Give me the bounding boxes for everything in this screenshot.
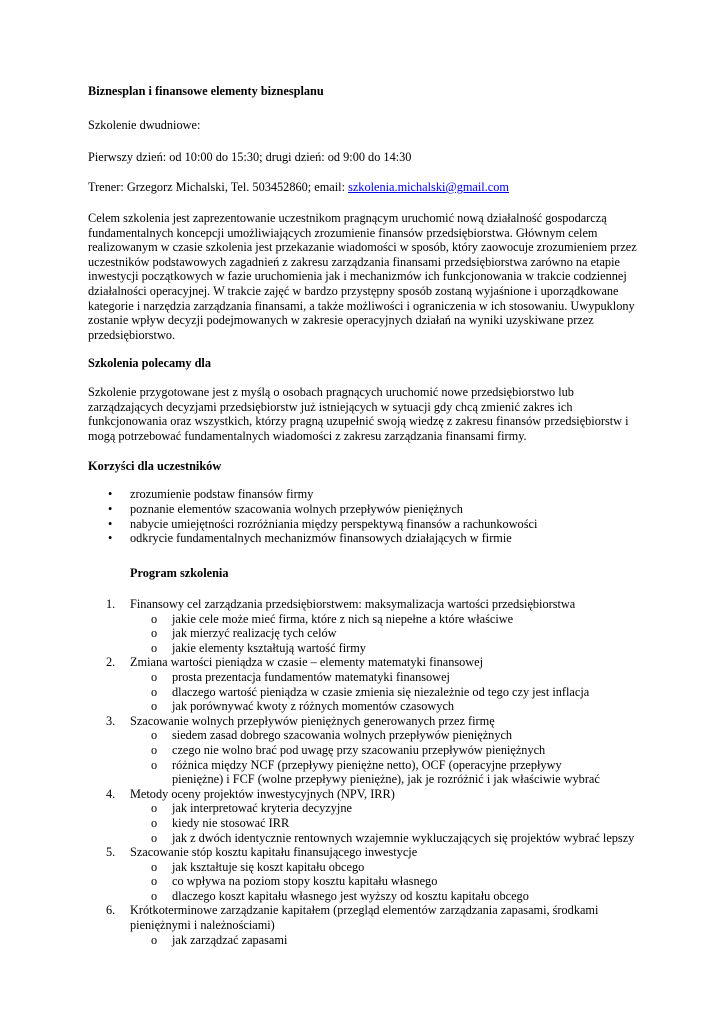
program-subitem: o kiedy nie stosować IRR <box>151 815 290 830</box>
bullet-icon: • <box>108 516 113 531</box>
program-item-title: Szacowanie stóp kosztu kapitału finansującego inwestycje <box>130 845 418 860</box>
document-title: Biznesplan i finansowe elementy biznesplanu <box>88 84 324 98</box>
intro-paragraph: Celem szkolenia jest zaprezentowanie uczestnikom pragnącym uruchomić nową działalność gospodarczą fundamentalnych koncepcji umożliwiających zrozumienie finansów przedsiębiorstwa. Głównym celem realizowanym w czasie szkolenia jest przekazanie wiadomości w sposób, który zaowocuje zrozumieniem przez uczestników podstawowych zagadnień z zakresu zarządzania finansami przedsiębiorstwa zarówno na etapie inwestycji początkowych w fazie uruchomienia jak i mechanizmów ich funkcjonowania w trakcie codziennej działalności operacyjnej. W trakcie zajęć w bardzo przystępny sposób zostaną wyjaśnione i uporządkowane kategorie i narzędzia zarządzania finansami, a także możliwości i ograniczenia w ich stosowaniu. Uwypuklony zostanie wpływ decyzji podejmowanych w zakresie operacyjnych działań na wyniki uzyskiwane przez przedsiębiorstwo. <box>88 211 637 342</box>
program-item-title: Krótkoterminowe zarządzanie kapitałem (przegląd elementów zarządzania zapasami, środkami pieniężnymi i należnościami) <box>130 903 599 933</box>
benefits-list <box>88 487 648 546</box>
program-subitem: o jak zarządzać zapasami <box>151 932 288 947</box>
benefits-heading: Korzyści dla uczestników <box>88 459 222 473</box>
program-item: 2. Zmiana wartości pieniądza w czasie – elementy matematyki finansowej o prosta prezentacja fundamentów matematyki finansowej o dlaczego wartość pieniądza w czasie zmienia się niezależnie od tego czy jest inflacja o jak porównywać kwoty z różnych momentów czasowych <box>88 655 648 713</box>
program-subitem: o jak porównywać kwoty z różnych momentów czasowych <box>151 699 455 714</box>
list-item: • odkrycie fundamentalnych mechanizmów finansowych działających w firmie <box>108 531 512 546</box>
program-subitem: o jak z dwóch identycznie rentownych wzajemnie wykluczających się projektów wybrać lepszy <box>151 830 635 845</box>
program-item: 1. Finansowy cel zarządzania przedsiębiorstwem: maksymalizacja wartości przedsiębiorstwa o jakie cele może mieć firma, które z nich są niepełne a które właściwe o jak mierzyć realizację tych celów o jakie elementy kształtują wartość firmy <box>88 597 648 655</box>
training-type: Szkolenie dwudniowe: <box>88 118 201 132</box>
program-subitem: o czego nie wolno brać pod uwagę przy szacowaniu przepływów pieniężnych <box>151 742 546 757</box>
audience-paragraph: Szkolenie przygotowane jest z myślą o osobach pragnących uruchomić nowe przedsiębiorstwo lub zarządzających decyzjami przedsiębiorstw już istniejących w sytuacji gdy chcą zmienić zakres ich funkcjonowania oraz wszystkich, którzy pragną uzupełnić swoją wiedzę z zakresu finansów przedsiębiorstw i mogą potrzebować fundamentalnych wiadomości z zakresu zarządzania finansami firmy. <box>88 385 629 443</box>
program-subitem: o siedem zasad dobrego szacowania wolnych przepływów pieniężnych <box>151 728 513 743</box>
schedule-line: Pierwszy dzień: od 10:00 do 15:30; drugi dzień: od 9:00 do 14:30 <box>88 150 412 164</box>
trainer-line <box>88 180 640 195</box>
program-subitem: o jakie cele może mieć firma, które z nich są niepełne a które właściwe <box>151 611 514 626</box>
program-subitem: o jakie elementy kształtują wartość firmy <box>151 640 366 655</box>
program-subitem: o jak interpretować kryteria decyzyjne <box>151 801 352 816</box>
bullet-icon: • <box>108 501 113 516</box>
program-subitem: o prosta prezentacja fundamentów matematyki finansowej <box>151 669 450 684</box>
audience-heading: Szkolenia polecamy dla <box>88 356 211 370</box>
program-item: 3. Szacowanie wolnych przepływów pieniężnych generowanych przez firmę o siedem zasad dobrego szacowania wolnych przepływów pieniężnych o czego nie wolno brać pod uwagę przy szacowaniu przepływów pieniężnych o różnica między NCF (przepływy pieniężne netto), OCF (operacyjne przepływy pieniężne) i FCF (wolne przepływy pieniężne), jak je rozróżnić i jak właściwie wybrać <box>88 714 648 787</box>
program-item-title: Zmiana wartości pieniądza w czasie – elementy matematyki finansowej <box>130 655 484 670</box>
program-subitem: o dlaczego koszt kapitału własnego jest wyższy od kosztu kapitału obcego <box>151 888 529 903</box>
program-item: 5. Szacowanie stóp kosztu kapitału finansującego inwestycje o jak kształtuje się koszt kapitału obcego o co wpływa na poziom stopy kosztu kapitału własnego o dlaczego koszt kapitału własnego jest wyższy od kosztu kapitału obcego <box>88 845 648 903</box>
list-item: • zrozumienie podstaw finansów firmy <box>108 487 314 501</box>
list-item: • poznanie elementów szacowania wolnych przepływów pieniężnych <box>108 501 463 516</box>
program-item: 6. Krótkoterminowe zarządzanie kapitałem (przegląd elementów zarządzania zapasami, środkami pieniężnymi i należnościami) o jak zarządzać zapasami <box>88 903 648 947</box>
program-subitem: o dlaczego wartość pieniądza w czasie zmienia się niezależnie od tego czy jest inflacja <box>151 684 590 699</box>
program-item: 4. Metody oceny projektów inwestycyjnych (NPV, IRR) o jak interpretować kryteria decyzyjne o kiedy nie stosować IRR o jak z dwóch identycznie rentownych wzajemnie wykluczających się projektów wybrać lepszy <box>88 787 648 845</box>
program-heading: Program szkolenia <box>130 566 229 580</box>
trainer-email-link[interactable]: szkolenia.michalski@gmail.com <box>348 180 509 194</box>
program-item-title: Szacowanie wolnych przepływów pieniężnych generowanych przez firmę <box>130 713 495 728</box>
program-subitem: o jak kształtuje się koszt kapitału obcego <box>151 859 365 874</box>
program-list <box>88 597 648 947</box>
trainer-info: Trener: Grzegorz Michalski, Tel. 503452860; email: <box>88 180 349 194</box>
program-subitem: o różnica między NCF (przepływy pieniężne netto), OCF (operacyjne przepływy pieniężne) i FCF (wolne przepływy pieniężne), jak je rozróżnić i jak właściwie wybrać <box>151 757 600 787</box>
program-item-title: Metody oceny projektów inwestycyjnych (NPV, IRR) <box>130 786 395 801</box>
bullet-icon: • <box>108 487 113 501</box>
list-item: • nabycie umiejętności rozróżniania między perspektywą finansów a rachunkowości <box>108 516 538 531</box>
program-item-title: Finansowy cel zarządzania przedsiębiorstwem: maksymalizacja wartości przedsiębiorstwa <box>130 597 576 611</box>
bullet-icon: • <box>108 531 113 546</box>
program-subitem: o jak mierzyć realizację tych celów <box>151 626 337 641</box>
program-subitem: o co wpływa na poziom stopy kosztu kapitału własnego <box>151 874 438 889</box>
